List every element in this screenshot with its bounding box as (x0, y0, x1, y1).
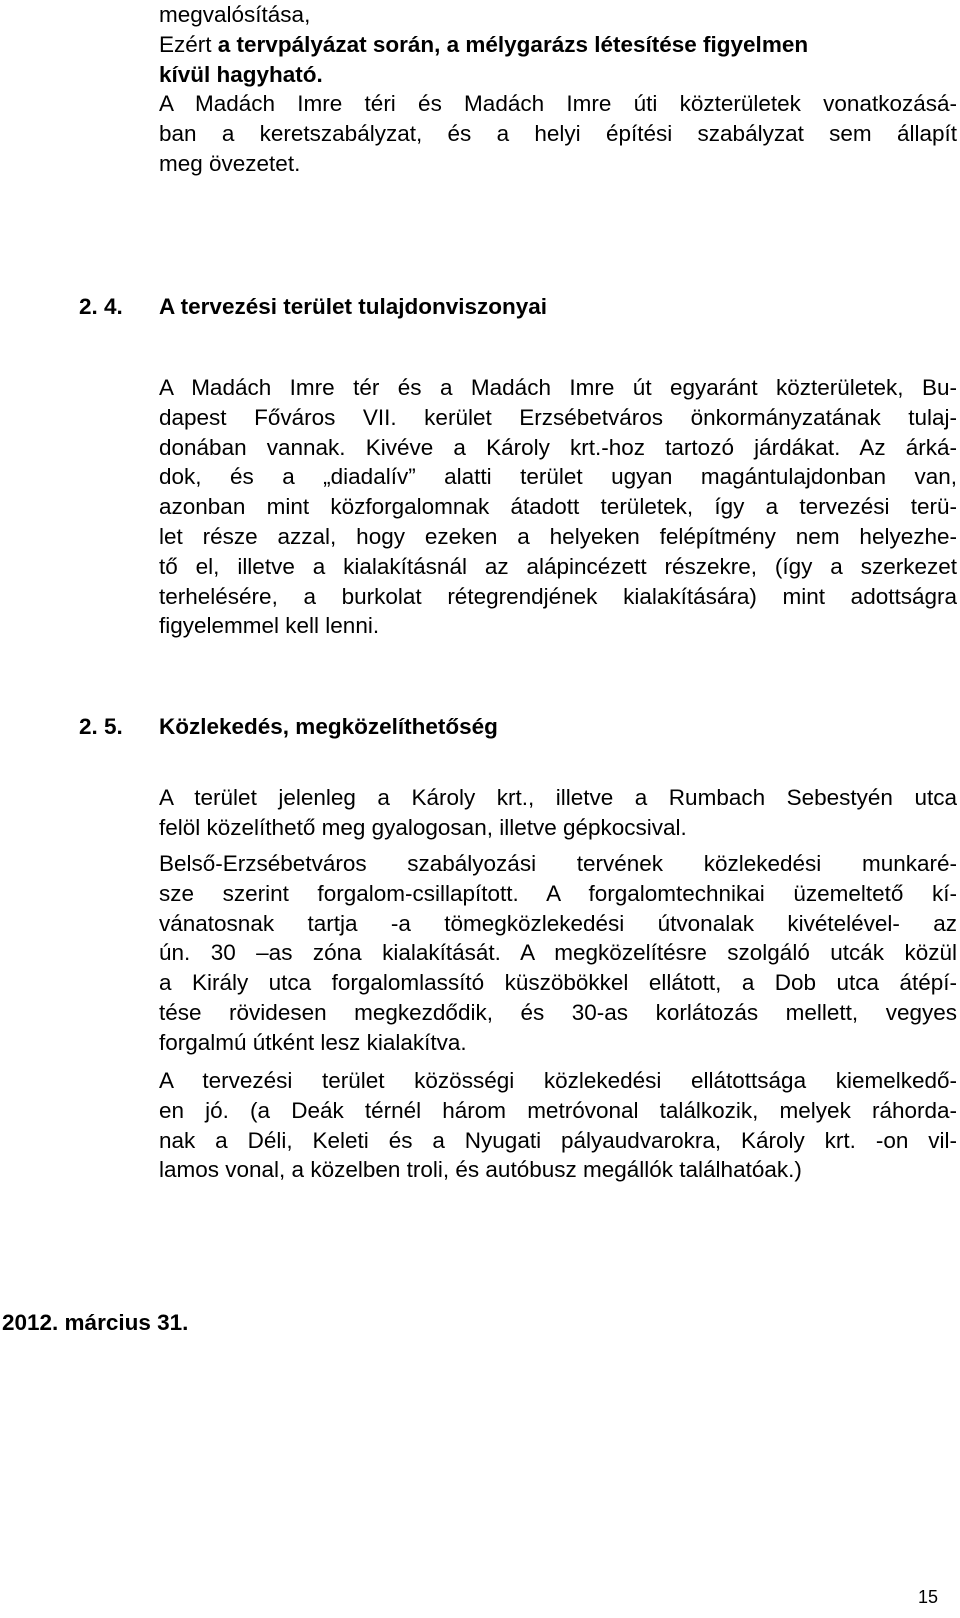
traffic-paragraph (159, 849, 957, 1058)
text-line: forgalmú útként lesz kialakítva. (159, 1029, 467, 1055)
text-line: Belső-Erzsébetváros szabályozási tervének közlekedési munkaré- (159, 851, 957, 876)
text-fragment: Ezért (159, 31, 218, 57)
text-line (159, 30, 957, 60)
text-line: en jó. (a Deák térnél három metróvonal találkozik, melyek ráhorda- (159, 1097, 957, 1123)
section-title: Közlekedés, megközelíthetőség (159, 714, 498, 739)
emphasis-text: a tervpályázat során, a mélygarázs létesítése figyelmen (217, 31, 809, 57)
text-line: A terület jelenleg a Károly krt., illetve a Rumbach Sebestyén utca (159, 785, 957, 810)
access-paragraph (159, 783, 957, 843)
section-title: A tervezési terület tulajdonviszonyai (159, 294, 548, 319)
text-line: terhelésére, a burkolat rétegrendjének kialakítására) mint adottságra (159, 583, 957, 609)
text-line: A Madách Imre tér és a Madách Imre út egyaránt közterületek, Bu- (159, 375, 957, 400)
text-line: ún. 30 –as zóna kialakítását. A megközelítésre szolgáló utcák közül (159, 940, 957, 966)
text-line: dapest Főváros VII. kerület Erzsébetváros önkormányzatának tulaj- (159, 404, 957, 430)
section-number: 2. 4. (79, 294, 123, 319)
text-line: megvalósítása, (159, 2, 311, 27)
text-line: ban a keretszabályzat, és a helyi építési szabályzat sem állapít (159, 121, 957, 147)
emphasis-text: kívül hagyható. (159, 61, 323, 87)
public-transport-paragraph (159, 1066, 957, 1185)
text-line: vánatosnak tartja -a tömegközlekedési útvonalak kivételével- az (159, 910, 957, 936)
intro-paragraph (159, 0, 957, 179)
section-number: 2. 5. (79, 714, 123, 739)
text-line: felöl közelíthető meg gyalogosan, illetve gépkocsival. (159, 814, 687, 840)
document-date: 2012. március 31. (2, 1310, 189, 1335)
text-line: lamos vonal, a közelben troli, és autóbusz megállók találhatóak.) (159, 1157, 802, 1183)
text-line: A Madách Imre téri és Madách Imre úti közterületek vonatkozásá- (159, 91, 957, 117)
text-line: dok, és a „diadalív” alatti terület ugyan magántulajdonban van, (159, 464, 957, 490)
page-number: 15 (918, 1587, 939, 1607)
text-line: figyelemmel kell lenni. (159, 613, 380, 639)
text-line: meg övezetet. (159, 150, 301, 176)
text-line: sze szerint forgalom-csillapított. A forgalomtechnikai üzemeltető kí- (159, 880, 957, 906)
ownership-paragraph (159, 373, 957, 641)
text-line: azonban mint közforgalomnak átadott területek, így a tervezési terü- (159, 494, 957, 520)
text-line (159, 60, 957, 90)
text-line: donában vannak. Kivéve a Károly krt.-hoz tartozó járdákat. Az árká- (159, 434, 957, 460)
text-line: nak a Déli, Keleti és a Nyugati pályaudvarokra, Károly krt. -on vil- (159, 1127, 957, 1153)
text-line: let része azzal, hogy ezeken a helyeken felépítmény nem helyezhe- (159, 523, 957, 549)
text-line: tő el, illetve a kialakításnál az alápincézett részekre, (így a szerkezet (159, 553, 957, 579)
text-line: a Király utca forgalomlassító küszöbökkel ellátott, a Dob utca átépí- (159, 970, 957, 996)
text-line: tése rövidesen megkezdődik, és 30-as korlátozás mellett, vegyes (159, 999, 957, 1025)
text-line: A tervezési terület közösségi közlekedési ellátottsága kiemelkedő- (159, 1068, 957, 1093)
